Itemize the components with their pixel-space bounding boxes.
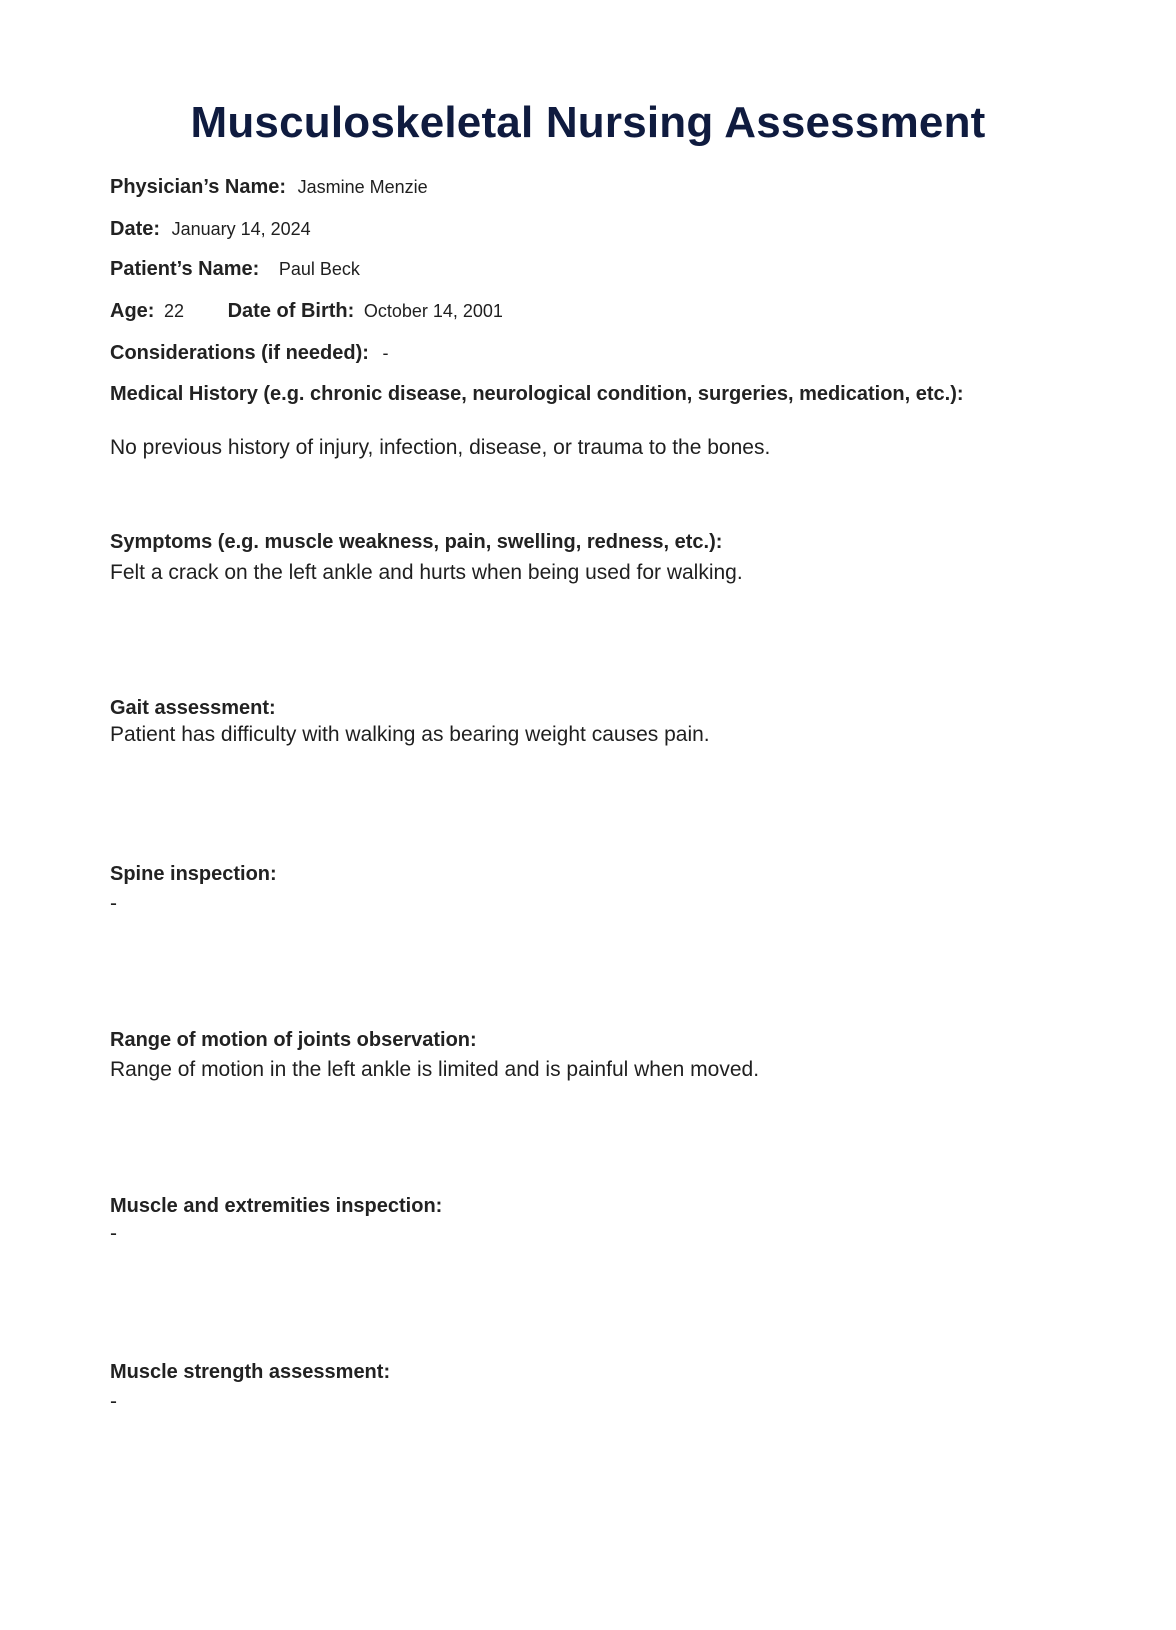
dob-value: October 14, 2001 xyxy=(363,301,503,321)
muscle-strength-label: Muscle strength assessment: xyxy=(110,1361,391,1383)
date-row xyxy=(110,218,311,241)
spine-label: Spine inspection: xyxy=(110,863,277,885)
muscle-extremities-value: - xyxy=(110,1222,117,1245)
physician-row xyxy=(110,176,428,199)
patient-label: Patient’s Name: xyxy=(110,258,260,280)
muscle-strength-value: - xyxy=(110,1390,117,1413)
considerations-row xyxy=(110,342,388,365)
range-of-motion-value: Range of motion in the left ankle is limited and is painful when moved. xyxy=(110,1058,760,1081)
physician-label: Physician’s Name: xyxy=(110,176,287,198)
physician-value: Jasmine Menzie xyxy=(297,177,428,197)
age-value: 22 xyxy=(164,301,185,321)
dob-label: Date of Birth: xyxy=(227,300,355,322)
considerations-value: - xyxy=(382,343,389,363)
patient-value: Paul Beck xyxy=(278,259,360,279)
gait-label: Gait assessment: xyxy=(110,697,276,719)
symptoms-value: Felt a crack on the left ankle and hurts when being used for walking. xyxy=(110,561,743,584)
muscle-extremities-label: Muscle and extremities inspection: xyxy=(110,1195,443,1217)
range-of-motion-label: Range of motion of joints observation: xyxy=(110,1029,477,1051)
symptoms-label: Symptoms (e.g. muscle weakness, pain, swelling, redness, etc.): xyxy=(110,531,723,553)
medical-history-value: No previous history of injury, infection, disease, or trauma to the bones. xyxy=(110,436,771,459)
spine-value: - xyxy=(110,892,117,915)
age-dob-row xyxy=(110,300,503,323)
page-title: Musculoskeletal Nursing Assessment xyxy=(190,98,986,147)
patient-row xyxy=(110,258,360,281)
gait-value: Patient has difficulty with walking as bearing weight causes pain. xyxy=(110,723,710,746)
considerations-label: Considerations (if needed): xyxy=(110,342,369,364)
date-label: Date: xyxy=(110,218,161,240)
age-label: Age: xyxy=(110,300,155,322)
date-value: January 14, 2024 xyxy=(171,219,311,239)
medical-history-label: Medical History (e.g. chronic disease, neurological condition, surgeries, medication, etc.): xyxy=(110,383,964,405)
